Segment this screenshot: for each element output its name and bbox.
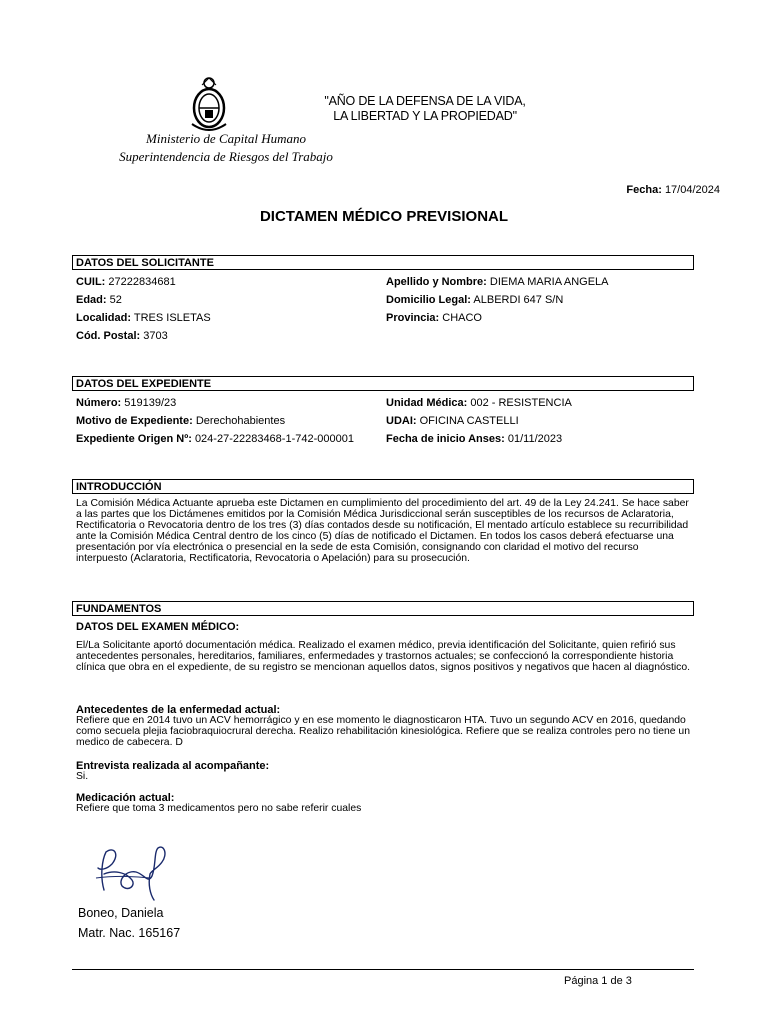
ministry-line2: Superintendencia de Riesgos del Trabajo <box>119 149 333 164</box>
field-motivo: Motivo de Expediente: Derechohabientes <box>76 415 286 427</box>
field-localidad: Localidad: TRES ISLETAS <box>76 312 211 324</box>
ministry-line1: Ministerio de Capital Humano <box>146 131 306 146</box>
document-title: DICTAMEN MÉDICO PREVISIONAL <box>259 208 509 225</box>
introduccion-text: La Comisión Médica Actuante aprueba este Dictamen en cumplimiento del procedimiento del art. 49 de la Ley 24.241. Se hace saber a las partes que los Dictámenes emitidos por la Comisión Médica Jurisdiccional serán susceptibles de los recursos de Aclaratoria, Rectificatoria o Revocatoria dentro de los tres (3) días contados desde su notificación, El mentado artículo establece su recurribilidad ante la Comisión Médica Central dentro de los cinco (5) días de notificado el Dictamen. En todos los casos deberá efectuarse una presentación por vía electrónica o presencial en la sede de esta Comisión, consignando con claridad el motivo del recurso interpuesto (Aclaratoria, Rectificatoria, Revocatoria o Apelación) para su prosecución. <box>76 498 689 564</box>
handwritten-signature <box>92 840 172 902</box>
field-apellido-nombre: Apellido y Nombre: DIEMA MARIA ANGELA <box>386 276 609 288</box>
year-motto <box>300 94 550 124</box>
signer-matricula: Matr. Nac. 165167 <box>78 926 181 940</box>
antecedentes-text: Refiere que en 2014 tuvo un ACV hemorrágico y en ese momento le diagnosticaron HTA. Tuvo un segundo ACV en 2016, quedando como secuela plejia faciobraquiocrural derecha. Realizo rehabilitación kinesiológica. Refiere que se realiza controles pero no tiene un medico de cabecera. D <box>76 715 690 748</box>
ministry-name <box>108 130 344 166</box>
field-edad: Edad: 52 <box>76 294 122 306</box>
section-heading-fundamentos: FUNDAMENTOS <box>72 601 694 616</box>
field-provincia: Provincia: CHACO <box>386 312 482 324</box>
footer-divider <box>72 969 694 970</box>
field-unidad-medica: Unidad Médica: 002 - RESISTENCIA <box>386 397 572 409</box>
section-heading-solicitante: DATOS DEL SOLICITANTE <box>72 255 694 270</box>
motto-line1: "AÑO DE LA DEFENSA DE LA VIDA, <box>324 94 526 108</box>
document-date: Fecha: 17/04/2024 <box>626 184 720 196</box>
field-expediente-origen: Expediente Origen Nº: 024-27-22283468-1-742-000001 <box>76 433 354 445</box>
examen-heading: DATOS DEL EXAMEN MÉDICO: <box>76 621 240 633</box>
field-codigo-postal: Cód. Postal: 3703 <box>76 330 168 342</box>
section-heading-introduccion: INTRODUCCIÓN <box>72 479 694 494</box>
page-number: Página 1 de 3 <box>564 975 632 987</box>
signer-name: Boneo, Daniela <box>78 906 164 920</box>
field-cuil: CUIL: 27222834681 <box>76 276 176 288</box>
medicacion-heading: Medicación actual: <box>76 792 175 804</box>
field-numero: Número: 519139/23 <box>76 397 177 409</box>
examen-text: El/La Solicitante aportó documentación médica. Realizado el examen médico, previa identificación del Solicitante, quien refirió sus antecedentes personales, hereditarios, familiares, enfermedades y trastornos actuales; se confeccionó la correspondiente historia clínica que obra en el expediente, de su registro se mencionan aquellos datos, signos positivos y negativos que hacen al diagnóstico. <box>76 640 691 673</box>
field-fecha-inicio-anses: Fecha de inicio Anses: 01/11/2023 <box>386 433 563 445</box>
entrevista-heading: Entrevista realizada al acompañante: <box>76 760 270 772</box>
medicacion-text: Refiere que toma 3 medicamentos pero no sabe referir cuales <box>76 803 362 814</box>
section-heading-expediente: DATOS DEL EXPEDIENTE <box>72 376 694 391</box>
coat-of-arms-logo <box>188 76 230 134</box>
antecedentes-heading: Antecedentes de la enfermedad actual: <box>76 704 281 716</box>
field-domicilio: Domicilio Legal: ALBERDI 647 S/N <box>386 294 564 306</box>
field-udai: UDAI: OFICINA CASTELLI <box>386 415 519 427</box>
motto-line2: LA LIBERTAD Y LA PROPIEDAD" <box>333 109 517 123</box>
entrevista-text: Si. <box>76 771 89 782</box>
